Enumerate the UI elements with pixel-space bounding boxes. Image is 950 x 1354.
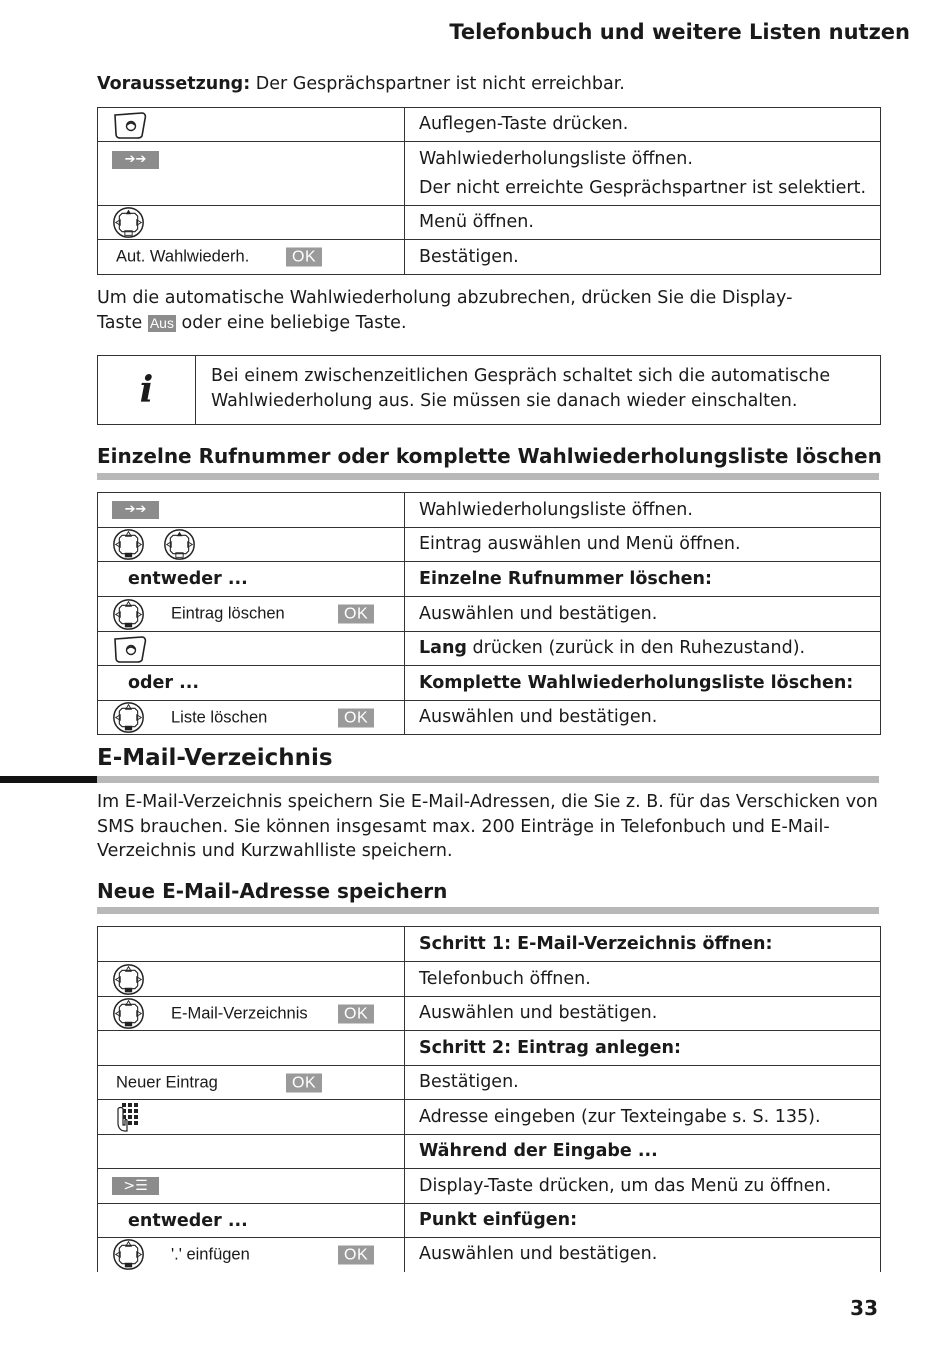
section-rule	[97, 907, 879, 914]
nav-key-icon	[112, 528, 145, 561]
table-row	[98, 1169, 881, 1204]
step-instruction-line: Der nicht erreichte Gesprächspartner ist selektiert.	[419, 177, 867, 198]
cancel-instruction-line: Taste Aus oder eine beliebige Taste.	[97, 312, 407, 333]
section-heading: Einzelne Rufnummer oder komplette Wahlwiederholungsliste löschen	[97, 444, 882, 468]
nav-key-icon	[112, 1238, 145, 1271]
step-key-cell	[98, 1169, 405, 1204]
menu-item-label: Eintrag löschen	[171, 604, 285, 623]
nav-key-icon	[112, 598, 145, 631]
branch-label: entweder ...	[98, 1204, 405, 1238]
step-key-cell	[98, 597, 405, 632]
info-box	[97, 355, 881, 425]
menu-item-label: Aut. Wahlwiederh.	[116, 247, 250, 266]
step-instruction: Auflegen-Taste drücken.	[405, 108, 881, 142]
table-row	[98, 1135, 881, 1169]
ok-key: OK	[286, 1073, 322, 1092]
step-instruction: Menü öffnen.	[405, 206, 881, 240]
step-key-cell	[98, 1100, 405, 1135]
step-key-cell	[98, 1066, 405, 1100]
email-directory-description: Im E-Mail-Verzeichnis speichern Sie E-Mail-Adressen, die Sie z. B. für das Verschicken von SMS brauchen. Sie können insgesamt max. 200 Einträge in Telefonbuch und E-Mail-Verzeichnis und Kurzwahlliste speichern.	[97, 792, 878, 861]
table-row	[98, 493, 881, 528]
step-key-cell	[98, 632, 405, 666]
ok-key: OK	[338, 1245, 374, 1264]
menu-display-key-icon: >☰	[112, 1177, 159, 1195]
prerequisite-text	[97, 72, 887, 97]
redial-key-icon: ➔➔	[112, 151, 159, 169]
step-instruction: Auswählen und bestätigen.	[405, 701, 881, 735]
menu-item-label: E-Mail-Verzeichnis	[171, 1004, 308, 1022]
nav-key-icon	[163, 528, 196, 561]
chapter-heading: E-Mail-Verzeichnis	[97, 745, 333, 771]
table-row	[98, 562, 881, 597]
table-row	[98, 927, 881, 962]
step-instruction: Telefonbuch öffnen.	[405, 962, 881, 997]
cancel-instruction-text	[97, 286, 887, 335]
step-instruction: Auswählen und bestätigen.	[405, 1238, 881, 1272]
step-instruction: Auswählen und bestätigen.	[405, 997, 881, 1031]
menu-item-label: '.' einfügen	[171, 1245, 250, 1264]
step-key-cell	[98, 1238, 405, 1272]
step-instruction: Lang drücken (zurück in den Ruhezustand).	[405, 632, 881, 666]
step-key-cell	[98, 528, 405, 562]
step-instruction: Display-Taste drücken, um das Menü zu öffnen.	[405, 1169, 881, 1204]
table-row	[98, 240, 881, 275]
info-icon: i	[98, 356, 196, 424]
branch-heading: Einzelne Rufnummer löschen:	[405, 562, 881, 597]
table-row	[98, 597, 881, 632]
hang-up-key-icon	[112, 110, 148, 140]
ok-key: OK	[286, 248, 322, 267]
menu-item-label: Neuer Eintrag	[116, 1073, 218, 1091]
ok-key: OK	[338, 1004, 374, 1023]
delete-redial-steps-table	[97, 492, 881, 735]
prerequisite-label: Voraussetzung:	[97, 74, 251, 94]
step-key-cell	[98, 206, 405, 240]
step-instruction: Auswählen und bestätigen.	[405, 597, 881, 632]
step-heading: Schritt 1: E-Mail-Verzeichnis öffnen:	[405, 927, 881, 962]
redial-key-icon: ➔➔	[112, 501, 159, 519]
step-instruction-line: Wahlwiederholungsliste öffnen.	[419, 148, 693, 169]
branch-heading: Punkt einfügen:	[405, 1204, 881, 1238]
chapter-marker	[0, 776, 97, 783]
auto-redial-steps-table	[97, 107, 881, 275]
step-key-cell	[98, 240, 405, 275]
keypad-icon	[112, 1101, 142, 1133]
aus-display-key: Aus	[149, 314, 174, 331]
page-number: 33	[850, 1296, 878, 1320]
nav-key-icon	[112, 701, 145, 734]
prerequisite-body: Der Gesprächspartner ist nicht erreichbar.	[250, 74, 625, 94]
table-row	[98, 528, 881, 562]
step-key-cell	[98, 493, 405, 528]
step-key-cell	[98, 142, 405, 206]
table-row	[98, 666, 881, 701]
step-key-cell	[98, 927, 405, 962]
cancel-instruction-line: Um die automatische Wahlwiederholung abzubrechen, drücken Sie die Display-	[97, 288, 793, 308]
menu-item-label: Liste löschen	[171, 708, 268, 726]
table-row	[98, 142, 881, 206]
table-row	[98, 108, 881, 142]
section-heading: Neue E-Mail-Adresse speichern	[97, 879, 448, 903]
step-key-cell	[98, 108, 405, 142]
step-instruction: Eintrag auswählen und Menü öffnen.	[405, 528, 881, 562]
hang-up-key-icon	[112, 634, 148, 664]
step-instruction	[405, 142, 881, 206]
branch-label: oder ...	[98, 666, 405, 701]
section-rule	[97, 776, 879, 783]
step-heading: Während der Eingabe ...	[405, 1135, 881, 1169]
step-heading: Schritt 2: Eintrag anlegen:	[405, 1031, 881, 1066]
table-row	[98, 1066, 881, 1100]
step-key-cell	[98, 701, 405, 735]
step-instruction: Wahlwiederholungsliste öffnen.	[405, 493, 881, 528]
nav-key-icon	[112, 206, 145, 239]
info-text: Bei einem zwischenzeitlichen Gespräch schaltet sich die automatische Wahlwiederholung aus. Sie müssen sie danach wieder einschalten.	[211, 366, 831, 411]
step-key-cell	[98, 962, 405, 997]
nav-key-icon	[112, 997, 145, 1030]
table-row	[98, 1100, 881, 1135]
page-header-title: Telefonbuch und weitere Listen nutzen	[449, 20, 910, 44]
table-row	[98, 1204, 881, 1238]
step-instruction: Bestätigen.	[405, 240, 881, 275]
branch-label: entweder ...	[98, 562, 405, 597]
nav-key-icon	[112, 963, 145, 996]
table-row	[98, 1031, 881, 1066]
step-key-cell	[98, 1135, 405, 1169]
table-row	[98, 1238, 881, 1272]
section-rule	[97, 473, 879, 480]
branch-heading: Komplette Wahlwiederholungsliste löschen:	[405, 666, 881, 701]
table-row	[98, 206, 881, 240]
ok-key: OK	[338, 708, 374, 727]
new-email-steps-table	[97, 926, 881, 1272]
table-row	[98, 997, 881, 1031]
step-key-cell	[98, 1031, 405, 1066]
step-instruction: Bestätigen.	[405, 1066, 881, 1100]
table-row	[98, 962, 881, 997]
table-row	[98, 632, 881, 666]
ok-key: OK	[338, 605, 374, 624]
step-instruction: Adresse eingeben (zur Texteingabe s. S. 135).	[405, 1100, 881, 1135]
table-row	[98, 701, 881, 735]
step-key-cell	[98, 997, 405, 1031]
